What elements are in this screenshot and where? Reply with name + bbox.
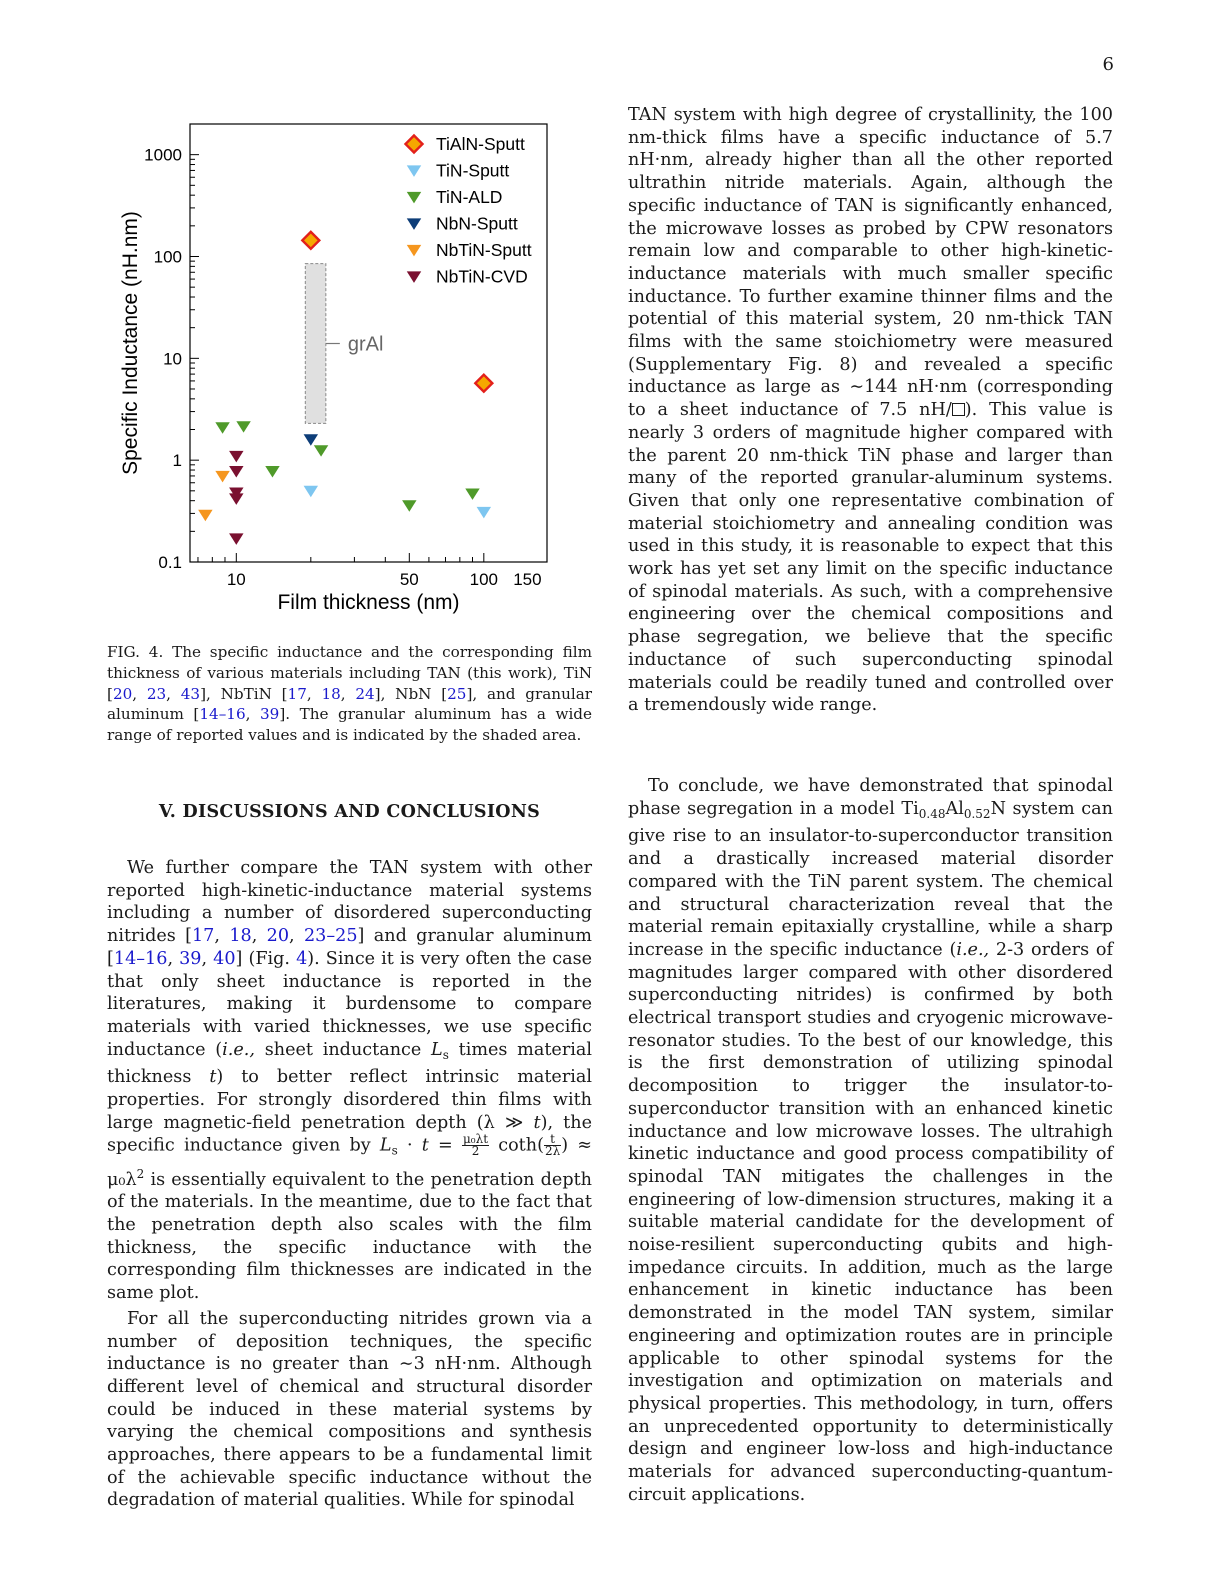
data-point-nbtin-cvd	[229, 466, 243, 477]
figure-link[interactable]: 4	[296, 948, 308, 969]
data-point-nbtin-sputt	[215, 471, 229, 482]
page-number: 6	[1102, 54, 1114, 75]
fraction: $\frac{t}{2\lambda}$	[544, 1132, 561, 1159]
legend-marker-nbtin-cvd	[407, 271, 421, 282]
paragraph-comparison: We further compare the TAN system with other reported high-kinetic-inductance material systems including a number of disordered superconducting nitrides [17, 18, 20, 23–25] and granular aluminum [14–16, 39, 40] (Fig. 4). Since it is very often the case that only sheet inductance is reported in the literatures, making it burdensome to compare materials with varied thicknesses, we use specific inductance (i.e., sheet inductance $L_s$ times material thickness t) to better reflect intrinsic material properties. For strongly disordered thin films with large magnetic-field penetration depth (λ ≫ t), the specific inductance given by $L_s \cdot t$ = $\frac{\text{μ₀λt}}{2}$ coth( $\frac{t}{2\lambda}$ ) ≈ $\mu_0\lambda^2$ is essentially equivalent to the penetration depth of the materials. In the meantime, due to the fact that the penetration depth also scales with the film thickness, the specific inductance with the corresponding film thicknesses are indicated in the same plot.	[107, 858, 593, 1304]
data-point-tin-ald	[236, 421, 250, 432]
legend-marker-nbn-sputt	[407, 218, 421, 229]
caption-text: ,	[340, 684, 356, 703]
data-point-tin-sputt	[477, 507, 491, 518]
citation-link[interactable]: 40	[213, 948, 236, 969]
caption-text: ,	[245, 705, 260, 724]
data-point-tin-ald	[402, 500, 416, 511]
caption-text: ], NbN [	[374, 684, 448, 703]
citation-link[interactable]: 24	[355, 684, 375, 703]
y-tick-label: 100	[153, 247, 182, 267]
citation-link[interactable]: 20	[112, 684, 133, 703]
data-point-tin-ald	[314, 445, 328, 456]
paragraph-conclusion: To conclude, we have demonstrated that spinodal phase segregation in a model $Ti_{0.48}Al_{0.52}N$ system can give rise to an insulator-to-superconductor transition and a drastically increased material disorder compared with the TiN parent system. The chemical and structural characterization reveal that the material remain epitaxially crystalline, while a sharp increase in the specific inductance (i.e., 2-3 orders of magnitudes larger compared with other disordered superconducting nitrides) is confirmed by both electrical transport studies and cryogenic microwave-resonator studies. To the best of our knowledge, this is the first demonstration of utilizing spinodal decomposition to trigger the insulator-to-superconductor transition with an enhanced kinetic inductance and low microwave losses. The ultrahigh kinetic inductance and good process compatibility of spinodal TAN mitigates the challenges in the engineering of low-dimension structures, making it a suitable material candidate for the development of noise-resilient superconducting qubits and high-impedance circuits. In addition, much as the large enhancement in kinetic inductance has been demonstrated in the model TAN system, similar engineering and optimization routes are in principle applicable to other spinodal systems for the investigation and optimization on materials and physical properties. This methodology, in turn, offers an unprecedented opportunity to deterministically design and engineer low-loss and high-inductance materials for advanced superconducting-quantum-circuit applications.	[628, 776, 1113, 1505]
citation-link[interactable]: 25	[447, 684, 467, 703]
citation-link[interactable]: 18	[229, 926, 252, 947]
citation-link[interactable]: 17	[287, 684, 307, 703]
y-tick-label: 0.1	[158, 553, 182, 572]
x-tick-label: 10	[226, 570, 246, 589]
section-heading: V. DISCUSSIONS AND CONCLUSIONS	[158, 802, 541, 822]
data-point-tin-sputt	[304, 486, 318, 497]
x-tick-label: 150	[513, 570, 542, 589]
data-point-nbtin-sputt	[198, 510, 212, 521]
citation-link[interactable]: 39	[259, 705, 280, 724]
citation-link[interactable]: 14–16	[113, 948, 168, 969]
citation-link[interactable]: 23–25	[303, 926, 358, 947]
caption-text: ], NbTiN [	[200, 684, 288, 703]
paragraph-tan-results: TAN system with high degree of crystallinity, the 100 nm-thick films have a specific inductance of 5.7 nH·nm, already higher than all the other reported ultrathin nitride materials. Again, although the specific inductance of TAN is significantly enhanced, the microwave losses as probed by CPW resonators remain low and comparable to other high-kinetic-inductance materials with much smaller specific inductance. To further examine thinner films and the potential of this material system, 20 nm-thick TAN films with the same stoichiometry were measured (Supplementary Fig. 8) and revealed a specific inductance as large as ∼144 nH·nm (corresponding to a sheet inductance of 7.5 nH/ ). This value is nearly 3 orders of magnitude higher compared with the parent 20 nm-thick TiN phase and larger than many of the reported granular-aluminum systems. Given that only one representative combination of material stoichiometry and annealing condition was used in this study, it is reasonable to expect that this work has yet set any limit on the specific inductance of spinodal materials. As such, with a comprehensive engineering over the chemical compositions and phase segregation, we believe that the specific inductance of such superconducting spinodal materials could be readily tuned and controlled over a tremendously wide range.	[628, 105, 1113, 716]
citation-link[interactable]: 43	[180, 684, 201, 703]
data-point-tin-ald	[465, 488, 479, 499]
x-tick-label: 100	[469, 570, 499, 589]
legend-marker-tin-ald	[407, 192, 421, 203]
x-axis-label: Film thickness (nm)	[277, 591, 460, 614]
legend-label-nbtin-sputt: NbTiN-Sputt	[436, 240, 532, 260]
legend-marker-nbtin-sputt	[407, 245, 421, 256]
legend-label-nbtin-cvd: NbTiN-CVD	[436, 266, 528, 287]
legend-label-tialn-sputt: TiAlN-Sputt	[436, 134, 525, 154]
square-symbol	[952, 403, 965, 416]
figure-caption	[107, 642, 592, 746]
citation-link[interactable]: 14–16	[199, 705, 246, 724]
data-point-nbn-sputt	[304, 434, 318, 445]
caption-text: ], and granular aluminum [	[107, 684, 593, 724]
specific-inductance-chart	[110, 108, 560, 618]
legend-marker-tialn-sputt	[406, 136, 423, 153]
paragraph-nitride-limit: For all the superconducting nitrides grown via a number of deposition techniques, the specific inductance is no greater than ∼3 nH·nm. Although different level of chemical and structural disorder could be induced in these material systems by varying the chemical compositions and synthesis approaches, there appears to be a fundamental limit of the achievable specific inductance without the degradation of material qualities. While for spinodal	[107, 1308, 592, 1511]
data-point-tialn-sputt	[475, 375, 492, 392]
data-point-nbtin-cvd	[229, 533, 243, 544]
x-tick-label: 50	[399, 570, 419, 589]
gral-label: grAl	[347, 333, 384, 356]
caption-text: ,	[166, 684, 181, 703]
y-tick-label: 1000	[144, 145, 182, 165]
data-point-nbtin-cvd	[229, 451, 243, 462]
citation-link[interactable]: 23	[146, 684, 167, 703]
data-point-nbtin-cvd	[229, 488, 243, 499]
right-column-text-top	[628, 104, 1113, 717]
caption-text: ]. The granular aluminum has a wide range of reported values and is indicated by the shaded area.	[107, 705, 593, 745]
data-point-tin-ald	[265, 466, 279, 477]
citation-link[interactable]: 39	[179, 948, 202, 969]
legend-label-nbn-sputt: NbN-Sputt	[436, 213, 518, 234]
citation-link[interactable]: 18	[321, 684, 341, 703]
citation-link[interactable]: 20	[266, 926, 290, 947]
y-tick-label: 1	[172, 451, 182, 471]
fraction: $\frac{\text{μ₀λt}}{2}$	[462, 1132, 489, 1159]
gral-shaded-region	[305, 264, 326, 424]
caption-text: FIG. 4. The specific inductance and the corresponding film thickness of various materials including TAN (this work), TiN [	[107, 643, 592, 703]
plot-layer	[119, 124, 547, 614]
y-axis-label: Specific Inductance (nH.nm)	[119, 211, 142, 475]
left-column-text	[107, 857, 592, 1512]
legend-marker-tin-sputt	[407, 165, 421, 176]
legend-label-tin-ald: TiN-ALD	[436, 187, 503, 207]
right-column-text-bottom	[628, 775, 1113, 1507]
legend-label-tin-sputt: TiN-Sputt	[436, 160, 510, 181]
caption-text: ,	[132, 684, 147, 703]
citation-link[interactable]: 17	[191, 926, 215, 947]
caption-text: ,	[306, 684, 322, 703]
data-point-tialn-sputt	[302, 232, 319, 249]
data-point-tin-ald	[215, 422, 229, 433]
y-tick-label: 10	[163, 349, 182, 369]
